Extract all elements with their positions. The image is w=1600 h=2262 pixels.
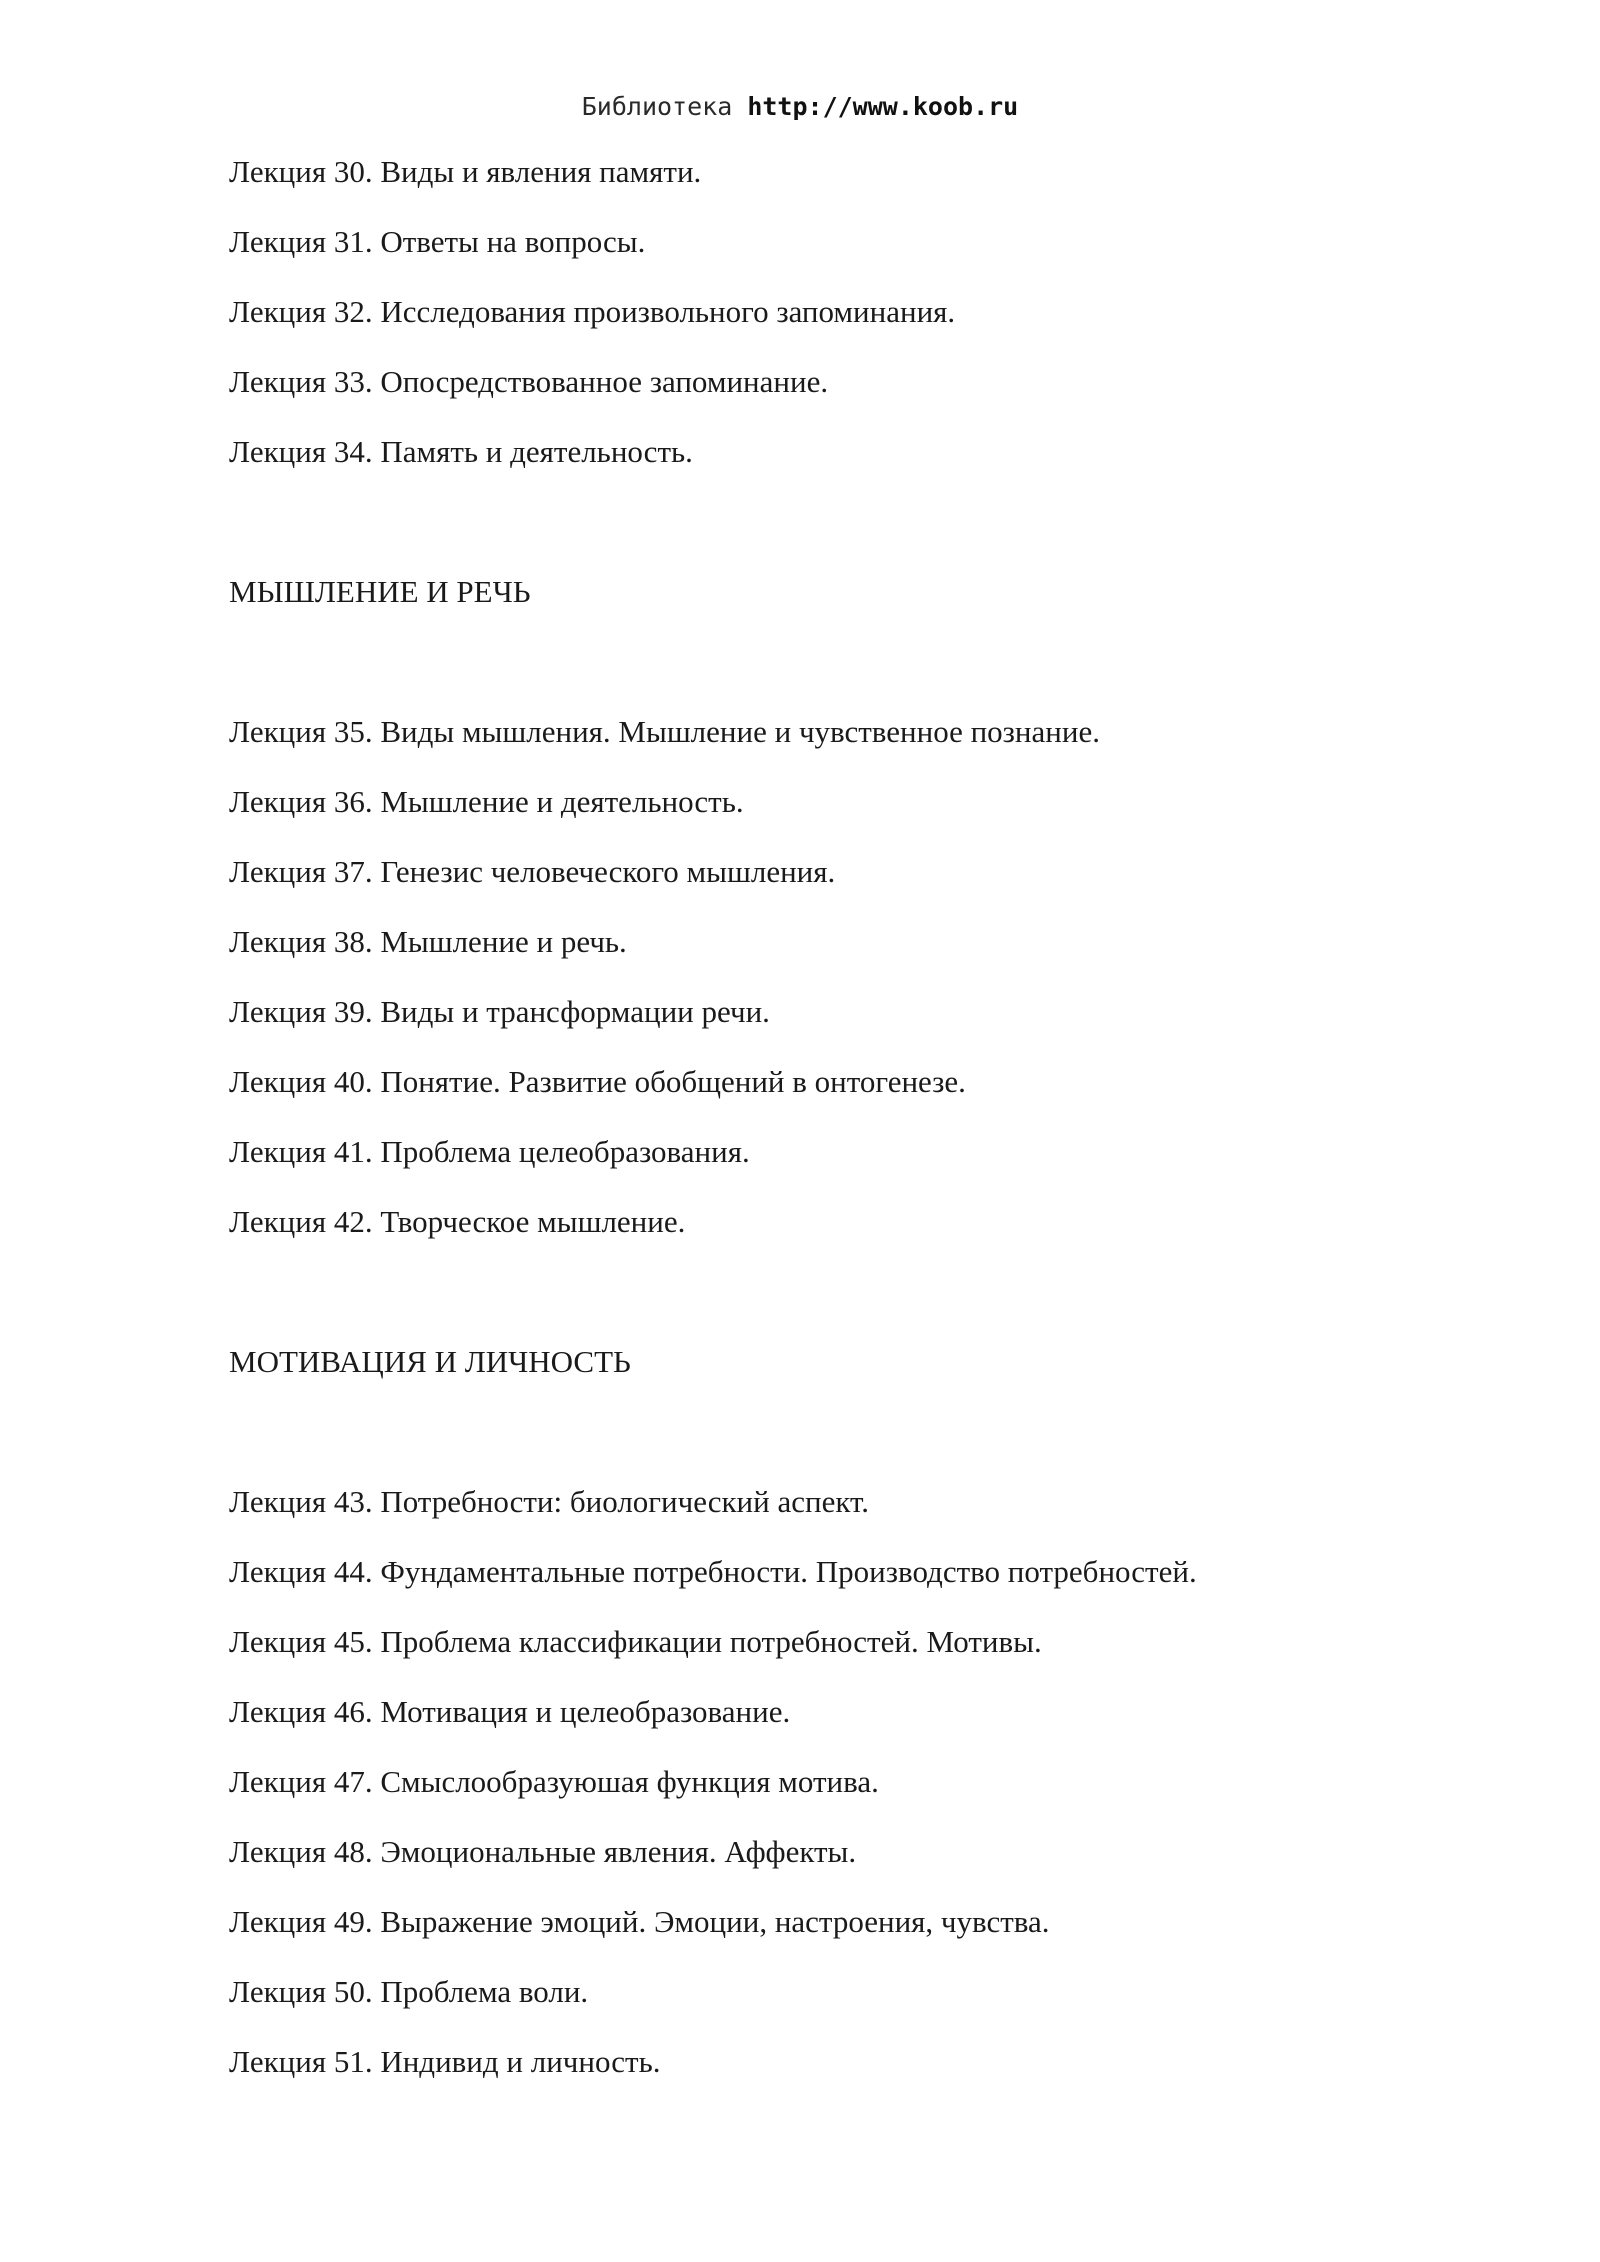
lecture-item-50: Лекция 50. Проблема воли. [229, 1974, 589, 2009]
lecture-list-memory [229, 152, 1429, 502]
lecture-item-35: Лекция 35. Виды мышления. Мышление и чувственное познание. [229, 714, 1100, 749]
section-title-thinking-speech: МЫШЛЕНИЕ И РЕЧЬ [229, 574, 531, 609]
section-spacer [229, 502, 1429, 572]
lecture-item-47: Лекция 47. Смыслообразуюшая функция мотива. [229, 1764, 879, 1799]
lecture-item-41: Лекция 41. Проблема целеобразования. [229, 1134, 750, 1169]
lecture-item-43: Лекция 43. Потребности: биологический аспект. [229, 1484, 869, 1519]
page-header [0, 92, 1600, 122]
lecture-item-42: Лекция 42. Творческое мышление. [229, 1204, 686, 1239]
lecture-item-32: Лекция 32. Исследования произвольного запоминания. [229, 294, 956, 329]
lecture-item-40: Лекция 40. Понятие. Развитие обобщений в онтогенезе. [229, 1064, 966, 1099]
table-of-contents [229, 152, 1429, 2112]
header-library-label: Библиотека [581, 92, 733, 121]
section-spacer [229, 1272, 1429, 1342]
lecture-item-45: Лекция 45. Проблема классификации потребностей. Мотивы. [229, 1624, 1042, 1659]
lecture-item-44: Лекция 44. Фундаментальные потребности. Производство потребностей. [229, 1554, 1197, 1589]
lecture-item-46: Лекция 46. Мотивация и целеобразование. [229, 1694, 791, 1729]
lecture-item-37: Лекция 37. Генезис человеческого мышления. [229, 854, 836, 889]
lecture-item-34: Лекция 34. Память и деятельность. [229, 434, 693, 469]
lecture-item-38: Лекция 38. Мышление и речь. [229, 924, 627, 959]
lecture-item-30: Лекция 30. Виды и явления памяти. [229, 154, 702, 189]
lecture-item-49: Лекция 49. Выражение эмоций. Эмоции, настроения, чувства. [229, 1904, 1050, 1939]
lecture-item-39: Лекция 39. Виды и трансформации речи. [229, 994, 770, 1029]
lecture-list-thinking-speech [229, 712, 1429, 1272]
lecture-item-36: Лекция 36. Мышление и деятельность. [229, 784, 744, 819]
lecture-item-33: Лекция 33. Опосредствованное запоминание. [229, 364, 829, 399]
section-title-motivation-personality: МОТИВАЦИЯ И ЛИЧНОСТЬ [229, 1344, 631, 1379]
lecture-item-48: Лекция 48. Эмоциональные явления. Аффекты. [229, 1834, 857, 1869]
header-url-link[interactable]: http://www.koob.ru [747, 92, 1019, 121]
lecture-item-31: Лекция 31. Ответы на вопросы. [229, 224, 646, 259]
lecture-item-51: Лекция 51. Индивид и личность. [229, 2044, 661, 2079]
lecture-list-motivation-personality [229, 1482, 1429, 2112]
